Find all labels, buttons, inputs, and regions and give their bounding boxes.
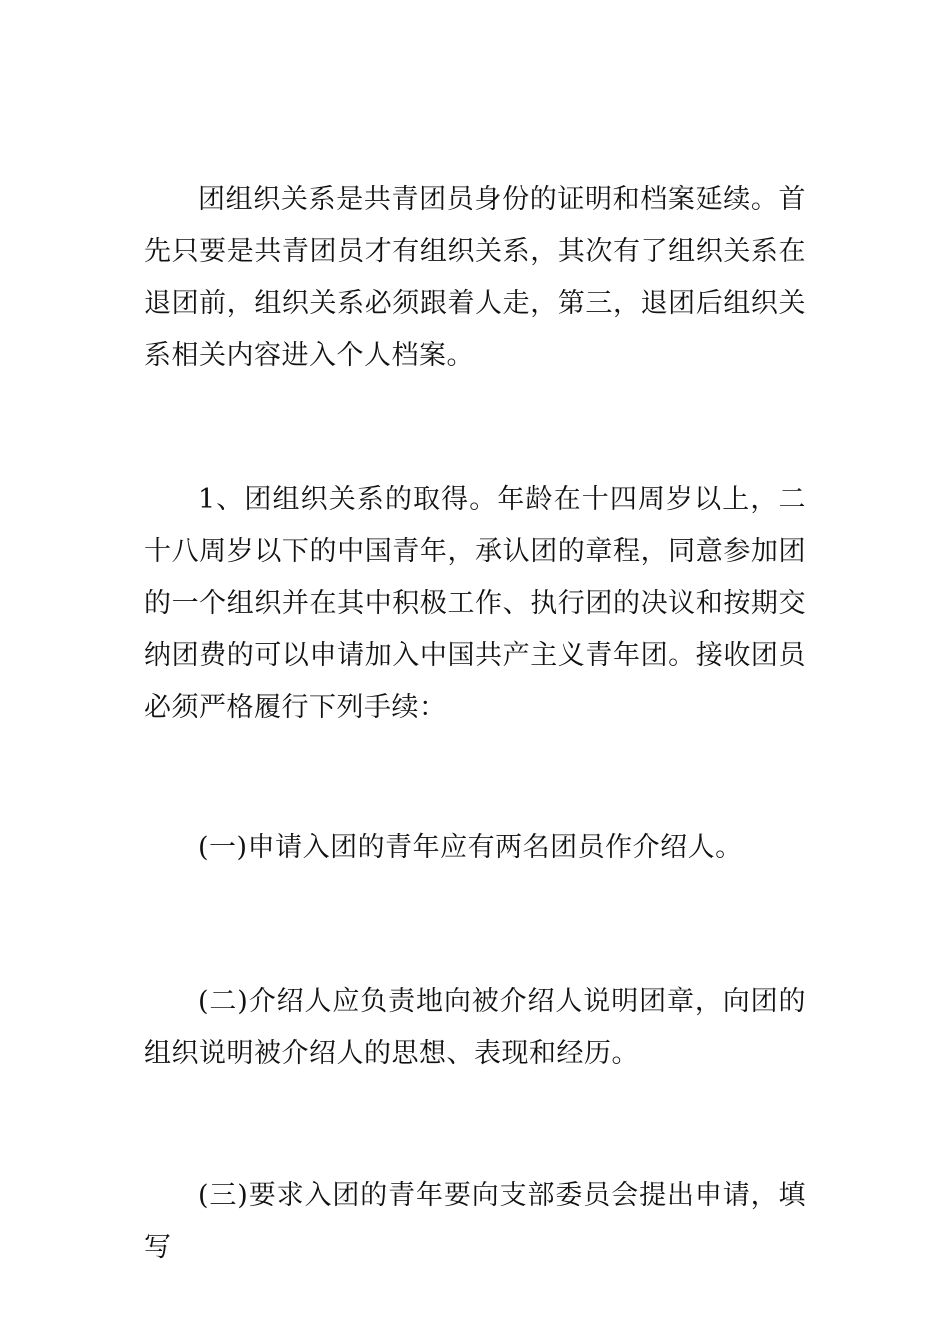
paragraph-step-1: (一)申请入团的青年应有两名团员作介绍人。 bbox=[198, 832, 743, 863]
paragraph-org-relations-intro: 团组织关系是共青团员身份的证明和档案延续。首先只要是共青团员才有组织关系，其次有了组织关系在退团前，组织关系必须跟着人走，第三，退团后组织关系相关内容进入个人档案。 bbox=[144, 184, 806, 371]
paragraph-step-2: (二)介绍人应负责地向被介绍人说明团章，向团的组织说明被介绍人的思想、表现和经历。 bbox=[144, 986, 806, 1069]
paragraph-obtaining-membership: 1、团组织关系的取得。年龄在十四周岁以上，二十八周岁以下的中国青年，承认团的章程，同意参加团的一个组织并在其中积极工作、执行团的决议和按期交纳团费的可以申请加入中国共产主义青年团。接收团员必须严格履行下列手续： bbox=[144, 484, 806, 723]
paragraph-step-3: (三)要求入团的青年要向支部委员会提出申请，填写 bbox=[144, 1180, 806, 1263]
